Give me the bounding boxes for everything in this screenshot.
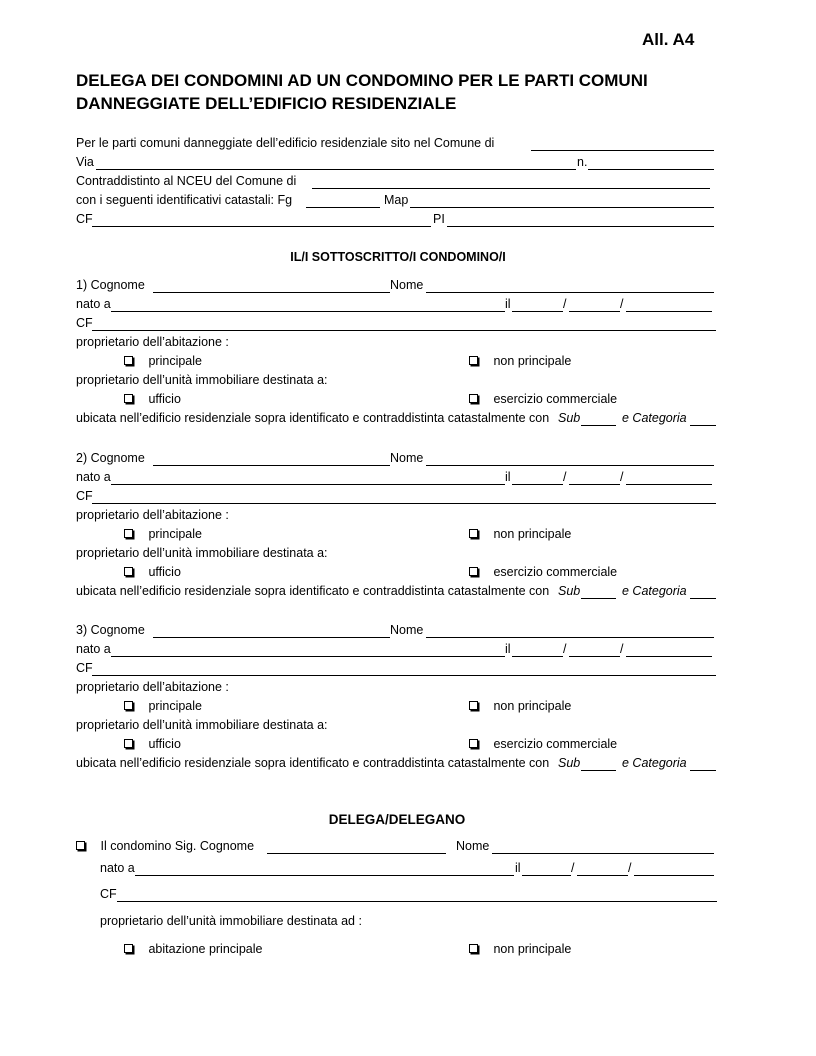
civic-number-label: n. bbox=[577, 155, 588, 169]
birth-month-field[interactable] bbox=[569, 311, 620, 312]
allegato-label: All. A4 bbox=[642, 30, 695, 49]
delegate-nato-label: nato a bbox=[100, 861, 135, 875]
unita-label: proprietario dell’unità immobiliare destinata a: bbox=[76, 546, 328, 560]
checkbox-icon[interactable] bbox=[469, 701, 478, 710]
date-separator: / bbox=[563, 297, 567, 311]
abitazione-principale-label: abitazione principale bbox=[148, 942, 263, 956]
il-label: il bbox=[505, 297, 511, 311]
nato-label: nato a bbox=[76, 470, 111, 484]
abitazione-label: proprietario dell’abitazione : bbox=[76, 508, 229, 522]
delegate-birth-year-field[interactable] bbox=[634, 875, 714, 876]
categoria-field[interactable] bbox=[690, 598, 716, 599]
categoria-field[interactable] bbox=[690, 425, 716, 426]
nome-field[interactable] bbox=[426, 465, 714, 466]
building-intro-label: Per le parti comuni danneggiate dell’edificio residenziale sito nel Comune di bbox=[76, 136, 495, 150]
option-ufficio[interactable] bbox=[124, 392, 181, 406]
cf-label: CF bbox=[76, 661, 93, 675]
cognome-field[interactable] bbox=[153, 637, 390, 638]
nceu-field[interactable] bbox=[312, 188, 710, 189]
checkbox-icon[interactable] bbox=[76, 841, 85, 850]
date-separator: / bbox=[628, 861, 632, 875]
condomino-label: Il condomino Sig. Cognome bbox=[100, 839, 255, 853]
date-separator: / bbox=[620, 470, 624, 484]
delegate-checkbox-row[interactable] bbox=[76, 839, 254, 853]
birthplace-field[interactable] bbox=[111, 484, 505, 485]
building-cf-label: CF bbox=[76, 212, 93, 226]
ufficio-label: ufficio bbox=[148, 392, 181, 406]
option-non-principale[interactable] bbox=[469, 527, 571, 541]
delegate-birth-month-field[interactable] bbox=[577, 875, 628, 876]
ubicata-label: ubicata nell’edificio residenziale sopra identificato e contraddistinta catastalmente con bbox=[76, 756, 550, 770]
birth-day-field[interactable] bbox=[512, 656, 563, 657]
nome-label: Nome bbox=[390, 278, 424, 292]
pi-field[interactable] bbox=[447, 226, 714, 227]
delegate-nome-field[interactable] bbox=[492, 853, 714, 854]
option-abitazione-principale[interactable] bbox=[124, 942, 262, 956]
document-title-line1: DELEGA DEI CONDOMINI AD UN CONDOMINO PER LE PARTI COMUNI bbox=[76, 71, 648, 90]
building-cf-field[interactable] bbox=[92, 226, 431, 227]
checkbox-icon[interactable] bbox=[124, 567, 133, 576]
birth-year-field[interactable] bbox=[626, 656, 712, 657]
esercizio-label: esercizio commerciale bbox=[493, 737, 618, 751]
birthplace-field[interactable] bbox=[111, 656, 505, 657]
cognome-label: 1) Cognome bbox=[76, 278, 145, 292]
pi-label: PI bbox=[433, 212, 445, 226]
date-separator: / bbox=[571, 861, 575, 875]
checkbox-icon[interactable] bbox=[124, 356, 133, 365]
via-label: Via bbox=[76, 155, 94, 169]
ubicata-label: ubicata nell’edificio residenziale sopra identificato e contraddistinta catastalmente con bbox=[76, 411, 550, 425]
option-ufficio[interactable] bbox=[124, 565, 181, 579]
fg-field[interactable] bbox=[306, 207, 380, 208]
principale-label: principale bbox=[148, 699, 202, 713]
non-principale-label: non principale bbox=[493, 354, 572, 368]
delegate-cf-label: CF bbox=[100, 887, 117, 901]
delegate-nome-label: Nome bbox=[456, 839, 490, 853]
option-ufficio[interactable] bbox=[124, 737, 181, 751]
checkbox-icon[interactable] bbox=[469, 739, 478, 748]
comune-field[interactable] bbox=[531, 150, 714, 151]
option-non-principale[interactable] bbox=[469, 354, 571, 368]
cognome-label: 3) Cognome bbox=[76, 623, 145, 637]
birth-year-field[interactable] bbox=[626, 484, 712, 485]
cf-field[interactable] bbox=[92, 503, 716, 504]
map-label: Map bbox=[384, 193, 409, 207]
signatories-heading: IL/I SOTTOSCRITTO/I CONDOMINO/I bbox=[290, 250, 506, 264]
esercizio-label: esercizio commerciale bbox=[493, 565, 618, 579]
birth-day-field[interactable] bbox=[512, 484, 563, 485]
checkbox-icon[interactable] bbox=[124, 944, 133, 953]
checkbox-icon[interactable] bbox=[124, 701, 133, 710]
option-esercizio[interactable] bbox=[469, 737, 617, 751]
map-field[interactable] bbox=[410, 207, 714, 208]
abitazione-label: proprietario dell’abitazione : bbox=[76, 335, 229, 349]
option-esercizio[interactable] bbox=[469, 392, 617, 406]
sub-label: Sub bbox=[558, 756, 581, 770]
checkbox-icon[interactable] bbox=[469, 944, 478, 953]
ufficio-label: ufficio bbox=[148, 737, 181, 751]
sub-field[interactable] bbox=[581, 598, 616, 599]
checkbox-icon[interactable] bbox=[469, 394, 478, 403]
option-principale[interactable] bbox=[124, 354, 202, 368]
option-principale[interactable] bbox=[124, 527, 202, 541]
checkbox-icon[interactable] bbox=[124, 529, 133, 538]
sub-field[interactable] bbox=[581, 425, 616, 426]
nome-label: Nome bbox=[390, 451, 424, 465]
birthplace-field[interactable] bbox=[111, 311, 505, 312]
date-separator: / bbox=[620, 642, 624, 656]
il-label: il bbox=[505, 470, 511, 484]
delegate-cognome-field[interactable] bbox=[267, 853, 446, 854]
checkbox-icon[interactable] bbox=[124, 394, 133, 403]
non-principale-label: non principale bbox=[493, 527, 572, 541]
categoria-field[interactable] bbox=[690, 770, 716, 771]
checkbox-icon[interactable] bbox=[469, 356, 478, 365]
cognome-field[interactable] bbox=[153, 292, 390, 293]
ubicata-label: ubicata nell’edificio residenziale sopra identificato e contraddistinta catastalmente con bbox=[76, 584, 550, 598]
principale-label: principale bbox=[148, 527, 202, 541]
nome-label: Nome bbox=[390, 623, 424, 637]
ufficio-label: ufficio bbox=[148, 565, 181, 579]
il-label: il bbox=[505, 642, 511, 656]
esercizio-label: esercizio commerciale bbox=[493, 392, 618, 406]
categoria-label: e Categoria bbox=[622, 584, 687, 598]
delegate-il-label: il bbox=[515, 861, 521, 875]
delegate-birth-day-field[interactable] bbox=[522, 875, 571, 876]
option-principale[interactable] bbox=[124, 699, 202, 713]
date-separator: / bbox=[563, 470, 567, 484]
abitazione-label: proprietario dell’abitazione : bbox=[76, 680, 229, 694]
cf-field[interactable] bbox=[92, 330, 716, 331]
via-field[interactable] bbox=[96, 169, 576, 170]
delegate-cf-field[interactable] bbox=[117, 901, 717, 902]
nceu-label: Contraddistinto al NCEU del Comune di bbox=[76, 174, 297, 188]
catastali-fg-label: con i seguenti identificativi catastali: Fg bbox=[76, 193, 293, 207]
categoria-label: e Categoria bbox=[622, 756, 687, 770]
cf-label: CF bbox=[76, 316, 93, 330]
nato-label: nato a bbox=[76, 297, 111, 311]
date-separator: / bbox=[620, 297, 624, 311]
delegate-heading: DELEGA/DELEGANO bbox=[328, 812, 466, 827]
categoria-label: e Categoria bbox=[622, 411, 687, 425]
non-principale-label: non principale bbox=[493, 699, 572, 713]
cf-label: CF bbox=[76, 489, 93, 503]
option-delegate-non-principale[interactable] bbox=[469, 942, 571, 956]
birth-month-field[interactable] bbox=[569, 484, 620, 485]
civic-number-field[interactable] bbox=[588, 169, 714, 170]
sub-field[interactable] bbox=[581, 770, 616, 771]
option-non-principale[interactable] bbox=[469, 699, 571, 713]
delegate-non-principale-label: non principale bbox=[493, 942, 572, 956]
checkbox-icon[interactable] bbox=[469, 529, 478, 538]
cf-field[interactable] bbox=[92, 675, 716, 676]
birth-day-field[interactable] bbox=[512, 311, 563, 312]
delegate-birthplace-field[interactable] bbox=[135, 875, 514, 876]
date-separator: / bbox=[563, 642, 567, 656]
cognome-label: 2) Cognome bbox=[76, 451, 145, 465]
cognome-field[interactable] bbox=[153, 465, 390, 466]
nome-field[interactable] bbox=[426, 637, 714, 638]
birth-month-field[interactable] bbox=[569, 656, 620, 657]
sub-label: Sub bbox=[558, 411, 581, 425]
delegate-destinata-label: proprietario dell’unità immobiliare destinata ad : bbox=[100, 914, 362, 928]
checkbox-icon[interactable] bbox=[469, 567, 478, 576]
nome-field[interactable] bbox=[426, 292, 714, 293]
birth-year-field[interactable] bbox=[626, 311, 712, 312]
sub-label: Sub bbox=[558, 584, 581, 598]
nato-label: nato a bbox=[76, 642, 111, 656]
document-title-line2: DANNEGGIATE DELL’EDIFICIO RESIDENZIALE bbox=[76, 94, 457, 113]
option-esercizio[interactable] bbox=[469, 565, 617, 579]
unita-label: proprietario dell’unità immobiliare destinata a: bbox=[76, 718, 328, 732]
principale-label: principale bbox=[148, 354, 202, 368]
unita-label: proprietario dell’unità immobiliare destinata a: bbox=[76, 373, 328, 387]
checkbox-icon[interactable] bbox=[124, 739, 133, 748]
